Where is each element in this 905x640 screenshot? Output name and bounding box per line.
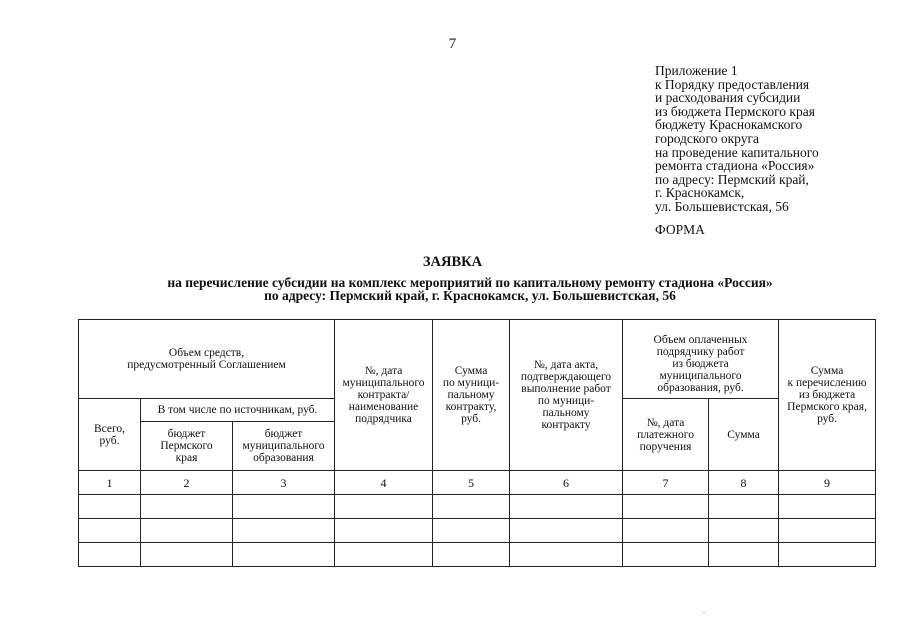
table-row <box>79 519 876 543</box>
header-line: подрядчика <box>355 413 412 425</box>
table-cell <box>433 543 510 567</box>
header-line: Сумма <box>454 365 488 377</box>
table-cell <box>335 543 433 567</box>
header-line: подрядчику работ <box>656 346 745 358</box>
column-number-cell: 2 <box>141 471 233 495</box>
header-line: поручения <box>639 440 692 453</box>
table-cell <box>433 519 510 543</box>
header-line: бюджет <box>264 428 303 440</box>
header-line: Всего, <box>93 422 126 435</box>
table-cell <box>79 519 141 543</box>
header-line: руб. <box>461 413 481 425</box>
subtitle-line-1: на перечисление субсидии на комплекс мероприятий по капитальному ремонту стадиона «Россия» <box>167 275 773 290</box>
header-line: к перечислению <box>787 377 867 389</box>
header-line: платежного <box>637 428 694 441</box>
column-number-cell: 9 <box>779 471 876 495</box>
column-number-cell: 7 <box>623 471 709 495</box>
appendix-line: из бюджета Пермского края <box>655 103 815 119</box>
header-line: Сумма <box>810 365 844 377</box>
header-transfer-sum <box>779 320 876 471</box>
form-label: ФОРМА <box>655 222 705 237</box>
header-line: муниципального <box>242 440 325 452</box>
column-number-cell: 8 <box>709 471 779 495</box>
header-line: контракту, <box>445 401 497 413</box>
header-line: края <box>175 452 198 464</box>
header-line: контракта/ <box>357 389 410 401</box>
table-cell <box>709 519 779 543</box>
column-number-cell: 5 <box>433 471 510 495</box>
table-cell <box>623 495 709 519</box>
table-cell <box>709 495 779 519</box>
appendix-line: ремонта стадиона «Россия» <box>655 158 815 174</box>
header-budget-region <box>141 422 233 471</box>
header-line: бюджет <box>167 428 206 440</box>
subtitle-line-2: по адресу: Пермский край, г. Краснокамск, ул. Большевистская, 56 <box>264 288 676 303</box>
header-line: Пермского <box>160 440 213 452</box>
header-line: образования, руб. <box>657 382 744 394</box>
header-payment-order <box>623 399 709 471</box>
table-cell <box>510 495 623 519</box>
header-line: руб. <box>817 413 838 425</box>
header-line: контракту <box>541 419 591 431</box>
page-number: 7 <box>448 36 457 52</box>
header-line: выполнение работ <box>521 383 611 395</box>
table-cell <box>233 543 335 567</box>
column-number-cell: 1 <box>79 471 141 495</box>
table-cell <box>141 519 233 543</box>
header-line: пальному <box>447 389 495 401</box>
table-cell <box>709 543 779 567</box>
header-line: Объем оплаченных <box>653 334 748 346</box>
table-cell <box>779 495 876 519</box>
appendix-block <box>655 64 819 214</box>
column-number-cell: 6 <box>510 471 623 495</box>
header-act <box>510 320 623 471</box>
appendix-line: бюджету Краснокамского <box>655 117 803 133</box>
appendix-line: к Порядку предоставления <box>655 76 810 92</box>
appendix-line: и расходования субсидии <box>655 90 801 106</box>
table-cell <box>433 495 510 519</box>
header-line: пальному <box>542 407 590 419</box>
table-cell <box>335 495 433 519</box>
table-cell <box>233 495 335 519</box>
header-contract <box>335 320 433 471</box>
appendix-line: Приложение 1 <box>655 63 738 78</box>
table-cell <box>79 543 141 567</box>
header-line: образования <box>253 452 314 464</box>
header-contract-sum <box>433 320 510 471</box>
table-cell <box>79 495 141 519</box>
table-row <box>79 495 876 519</box>
header-line: №, дата <box>646 416 685 429</box>
header-budget-municipal <box>233 422 335 471</box>
table-cell <box>233 519 335 543</box>
header-line: Пермского края, <box>787 401 867 413</box>
table-cell <box>623 519 709 543</box>
appendix-line: по адресу: Пермский край, <box>655 171 809 187</box>
column-number-cell: 3 <box>233 471 335 495</box>
header-line: муниципального <box>659 370 742 382</box>
document-title: ЗАЯВКА <box>422 254 483 270</box>
header-total <box>79 399 141 471</box>
header-line: подтверждающего <box>520 371 612 383</box>
header-payment-sum: Сумма <box>709 399 779 471</box>
table-cell <box>335 519 433 543</box>
table-cell <box>510 543 623 567</box>
column-number-cell: 4 <box>335 471 433 495</box>
empty-rows-group <box>79 495 876 567</box>
header-line: из бюджета <box>672 358 729 370</box>
document-subtitle <box>0 276 905 302</box>
header-line: №, дата акта, <box>533 359 599 371</box>
scan-speck <box>703 612 705 613</box>
header-line: по муници- <box>537 395 595 407</box>
header-line: наименование <box>348 401 419 413</box>
appendix-line: г. Краснокамск, <box>655 185 745 201</box>
appendix-line: на проведение капитального <box>655 144 819 160</box>
header-line: №, дата <box>364 365 403 377</box>
appendix-line: ул. Большевистская, 56 <box>655 198 789 214</box>
table-cell <box>510 519 623 543</box>
application-table <box>78 319 876 567</box>
column-numbers-row <box>79 471 876 495</box>
appendix-line: городского округа <box>655 130 760 146</box>
table-cell <box>141 495 233 519</box>
header-line: предусмотренный Соглашением <box>127 359 286 371</box>
column-numbers-row-group <box>79 471 876 495</box>
table-cell <box>779 543 876 567</box>
table-cell <box>141 543 233 567</box>
header-line: Объем средств, <box>168 347 245 359</box>
header-line: руб. <box>99 434 120 447</box>
header-line: муниципального <box>342 377 425 389</box>
table-cell <box>623 543 709 567</box>
header-line: из бюджета <box>798 389 856 401</box>
table-cell <box>779 519 876 543</box>
header-paid-volume <box>623 320 779 399</box>
header-line: по муници- <box>442 377 500 389</box>
table-row <box>79 543 876 567</box>
header-funds-volume <box>79 320 335 399</box>
header-by-source: В том числе по источникам, руб. <box>141 399 335 422</box>
